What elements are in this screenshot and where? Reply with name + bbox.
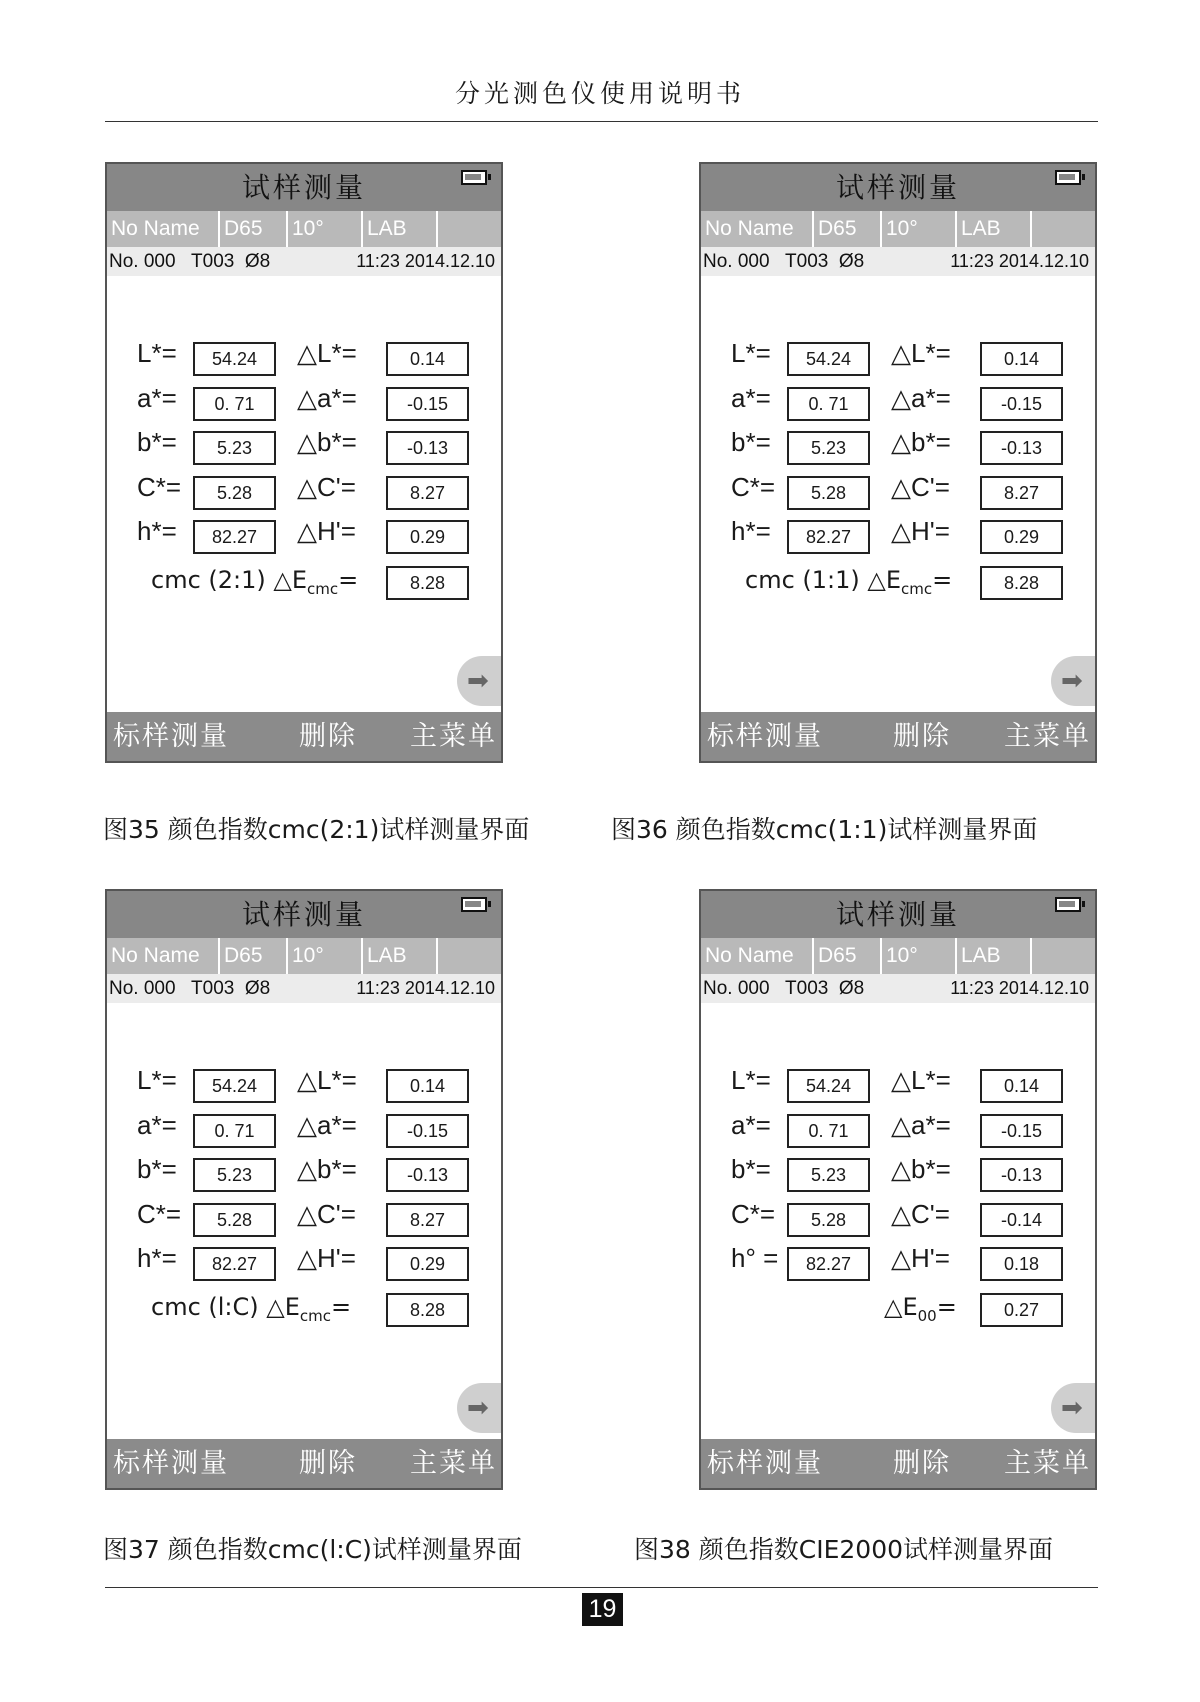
measure-value: 54.24 (787, 1069, 870, 1103)
page-number: 19 (582, 1593, 623, 1626)
delta-label: △C'= (297, 1199, 356, 1229)
delta-label: △L*= (891, 1065, 951, 1095)
measure-value: 82.27 (787, 1247, 870, 1281)
delta-value: 0.29 (386, 520, 469, 554)
record-info: No. 000 T003 Ø8 (109, 251, 271, 272)
screen-title: 试样测量 (241, 171, 366, 204)
main-menu-button[interactable]: 主菜单 (1004, 721, 1091, 752)
measure-value: 0. 71 (193, 387, 276, 421)
standard-name-field[interactable]: No Name (107, 211, 220, 247)
delta-value: -0.15 (386, 387, 469, 421)
delta-e-subscript: cmc (901, 579, 933, 598)
battery-icon (461, 170, 487, 185)
measure-label: C*= (137, 472, 182, 502)
standard-name-field[interactable]: No Name (107, 938, 220, 974)
delta-label: △C'= (297, 472, 356, 502)
device-screen (105, 162, 503, 763)
delta-value: 0.14 (386, 1069, 469, 1103)
delta-e-value: 8.28 (386, 566, 469, 600)
delta-value: 0.29 (980, 520, 1063, 554)
battery-icon (461, 897, 487, 912)
observer-field[interactable]: 10° (288, 211, 363, 247)
delta-e-prefix: cmc (2:1) △E (151, 566, 307, 594)
footer-divider (105, 1587, 1098, 1588)
measure-label: L*= (137, 338, 177, 368)
status-line (701, 974, 1095, 1003)
delta-value: 0.14 (980, 1069, 1063, 1103)
standard-measure-button[interactable]: 标样测量 (707, 721, 823, 752)
device-screen (699, 162, 1097, 763)
observer-field[interactable]: 10° (882, 938, 957, 974)
device-screen (699, 889, 1097, 1490)
timestamp: 11:23 2014.12.10 (356, 251, 495, 271)
delta-value: 0.18 (980, 1247, 1063, 1281)
next-page-button[interactable] (1051, 1383, 1097, 1433)
measure-value: 5.23 (787, 431, 870, 465)
measure-label: b*= (731, 1154, 771, 1184)
colorspace-field[interactable]: LAB (363, 938, 438, 974)
standard-measure-button[interactable]: 标样测量 (113, 1448, 229, 1479)
measure-value: 5.28 (193, 1203, 276, 1237)
standard-name-field[interactable]: No Name (701, 211, 814, 247)
measure-label: b*= (137, 1154, 177, 1184)
delta-label: △H'= (297, 1243, 356, 1273)
next-page-button[interactable] (457, 656, 503, 706)
softkey-bar (701, 712, 1095, 761)
delta-e-value: 8.28 (386, 1293, 469, 1327)
delta-e-label: cmc (l:C) $\triangle E_{cmc}=$ (151, 1293, 352, 1325)
delta-label: △H'= (891, 1243, 950, 1273)
delta-value: -0.13 (980, 1158, 1063, 1192)
delta-label: △L*= (891, 338, 951, 368)
next-page-button[interactable] (457, 1383, 503, 1433)
delta-e-label: $\triangle E_{00}=$ (884, 1293, 957, 1325)
delta-label: △a*= (891, 383, 951, 413)
delta-label: △H'= (297, 516, 356, 546)
measure-value: 5.28 (787, 476, 870, 510)
measure-value: 5.23 (193, 431, 276, 465)
delta-label: △C'= (891, 1199, 950, 1229)
delta-label: △b*= (891, 1154, 951, 1184)
info-bar (701, 938, 1095, 974)
delta-label: △b*= (297, 1154, 357, 1184)
measure-label: L*= (137, 1065, 177, 1095)
delta-e-label: cmc (2:1) $\triangle E_{cmc}=$ (151, 566, 359, 598)
delta-value: 8.27 (980, 476, 1063, 510)
header-divider (105, 121, 1098, 122)
next-page-button[interactable] (1051, 656, 1097, 706)
measure-label: L*= (731, 1065, 771, 1095)
delta-value: -0.15 (980, 1114, 1063, 1148)
info-bar (701, 211, 1095, 247)
timestamp: 11:23 2014.12.10 (356, 978, 495, 998)
softkey-bar (107, 1439, 501, 1488)
arrow-right-icon: ➡ (1061, 666, 1083, 696)
delete-button[interactable]: 删除 (299, 1448, 357, 1479)
delta-label: △a*= (891, 1110, 951, 1140)
screen-title: 试样测量 (835, 898, 960, 931)
figure-caption: 图37 颜色指数cmc(l:C)试样测量界面 (103, 1535, 522, 1564)
delta-e-value: 8.28 (980, 566, 1063, 600)
measure-value: 54.24 (193, 342, 276, 376)
main-menu-button[interactable]: 主菜单 (1004, 1448, 1091, 1479)
measure-label: L*= (731, 338, 771, 368)
page-header: 分光测色仪使用说明书 (454, 79, 745, 108)
measure-label: a*= (731, 383, 771, 413)
measure-label: h*= (137, 516, 177, 546)
info-bar (107, 211, 501, 247)
delete-button[interactable]: 删除 (893, 721, 951, 752)
delta-label: △L*= (297, 1065, 357, 1095)
standard-measure-button[interactable]: 标样测量 (707, 1448, 823, 1479)
screen-title-bar (701, 891, 1095, 938)
measure-value: 0. 71 (193, 1114, 276, 1148)
arrow-right-icon: ➡ (1061, 1393, 1083, 1423)
figure-caption: 图38 颜色指数CIE2000试样测量界面 (634, 1535, 1054, 1564)
delete-button[interactable]: 删除 (299, 721, 357, 752)
observer-field[interactable]: 10° (288, 938, 363, 974)
illuminant-field[interactable]: D65 (814, 938, 882, 974)
delta-e-prefix: cmc (l:C) △E (151, 1293, 300, 1321)
measure-value: 82.27 (787, 520, 870, 554)
measure-value: 5.23 (787, 1158, 870, 1192)
delta-label: △H'= (891, 516, 950, 546)
measure-value: 54.24 (787, 342, 870, 376)
delta-e-prefix: cmc (1:1) △E (745, 566, 901, 594)
measure-value: 0. 71 (787, 387, 870, 421)
delta-value: -0.15 (386, 1114, 469, 1148)
observer-field[interactable]: 10° (882, 211, 957, 247)
info-bar (107, 938, 501, 974)
delta-e-subscript: cmc (307, 579, 339, 598)
battery-icon (1055, 170, 1081, 185)
softkey-bar (701, 1439, 1095, 1488)
delta-e-label: cmc (1:1) $\triangle E_{cmc}=$ (745, 566, 953, 598)
delta-value: -0.14 (980, 1203, 1063, 1237)
screen-title: 试样测量 (835, 171, 960, 204)
timestamp: 11:23 2014.12.10 (950, 978, 1089, 998)
arrow-right-icon: ➡ (467, 1393, 489, 1423)
delta-e-prefix: △E (884, 1293, 918, 1321)
delta-value: 0.29 (386, 1247, 469, 1281)
illuminant-field[interactable]: D65 (220, 211, 288, 247)
measure-label: a*= (137, 1110, 177, 1140)
measure-value: 5.28 (787, 1203, 870, 1237)
record-info: No. 000 T003 Ø8 (703, 251, 865, 272)
standard-name-field[interactable]: No Name (701, 938, 814, 974)
delta-value: -0.13 (386, 431, 469, 465)
illuminant-field[interactable]: D65 (220, 938, 288, 974)
softkey-bar (107, 712, 501, 761)
main-menu-button[interactable]: 主菜单 (410, 1448, 497, 1479)
screen-title: 试样测量 (241, 898, 366, 931)
main-menu-button[interactable]: 主菜单 (410, 721, 497, 752)
battery-icon (1055, 897, 1081, 912)
measure-label: C*= (137, 1199, 182, 1229)
status-line (107, 247, 501, 276)
delta-label: △b*= (297, 427, 357, 457)
measure-value: 82.27 (193, 1247, 276, 1281)
measure-label: h*= (137, 1243, 177, 1273)
delta-value: 8.27 (386, 1203, 469, 1237)
status-line (701, 247, 1095, 276)
screen-title-bar (107, 164, 501, 211)
status-line (107, 974, 501, 1003)
delta-value: 0.14 (386, 342, 469, 376)
delta-value: -0.15 (980, 387, 1063, 421)
illuminant-field[interactable]: D65 (814, 211, 882, 247)
delta-value: -0.13 (386, 1158, 469, 1192)
measure-label: b*= (137, 427, 177, 457)
measure-label: C*= (731, 1199, 776, 1229)
measure-value: 54.24 (193, 1069, 276, 1103)
delta-label: △C'= (891, 472, 950, 502)
delta-label: △a*= (297, 383, 357, 413)
measure-label: h° = (731, 1243, 779, 1273)
arrow-right-icon: ➡ (467, 666, 489, 696)
figure-caption: 图36 颜色指数cmc(1:1)试样测量界面 (611, 815, 1038, 844)
delta-label: △a*= (297, 1110, 357, 1140)
screen-title-bar (107, 891, 501, 938)
measure-value: 5.23 (193, 1158, 276, 1192)
measure-label: a*= (137, 383, 177, 413)
device-screen (105, 889, 503, 1490)
delta-label: △b*= (891, 427, 951, 457)
record-info: No. 000 T003 Ø8 (109, 978, 271, 999)
delta-e-subscript: 00 (917, 1306, 937, 1325)
measure-value: 82.27 (193, 520, 276, 554)
timestamp: 11:23 2014.12.10 (950, 251, 1089, 271)
measure-value: 0. 71 (787, 1114, 870, 1148)
delta-e-subscript: cmc (299, 1306, 331, 1325)
delta-e-value: 0.27 (980, 1293, 1063, 1327)
measure-label: a*= (731, 1110, 771, 1140)
screen-title-bar (701, 164, 1095, 211)
measure-label: C*= (731, 472, 776, 502)
measure-value: 5.28 (193, 476, 276, 510)
delete-button[interactable]: 删除 (893, 1448, 951, 1479)
standard-measure-button[interactable]: 标样测量 (113, 721, 229, 752)
measure-label: h*= (731, 516, 771, 546)
colorspace-field[interactable]: LAB (957, 211, 1032, 247)
delta-value: -0.13 (980, 431, 1063, 465)
measure-label: b*= (731, 427, 771, 457)
delta-label: △L*= (297, 338, 357, 368)
delta-value: 8.27 (386, 476, 469, 510)
figure-caption: 图35 颜色指数cmc(2:1)试样测量界面 (103, 815, 530, 844)
colorspace-field[interactable]: LAB (363, 211, 438, 247)
colorspace-field[interactable]: LAB (957, 938, 1032, 974)
delta-value: 0.14 (980, 342, 1063, 376)
record-info: No. 000 T003 Ø8 (703, 978, 865, 999)
